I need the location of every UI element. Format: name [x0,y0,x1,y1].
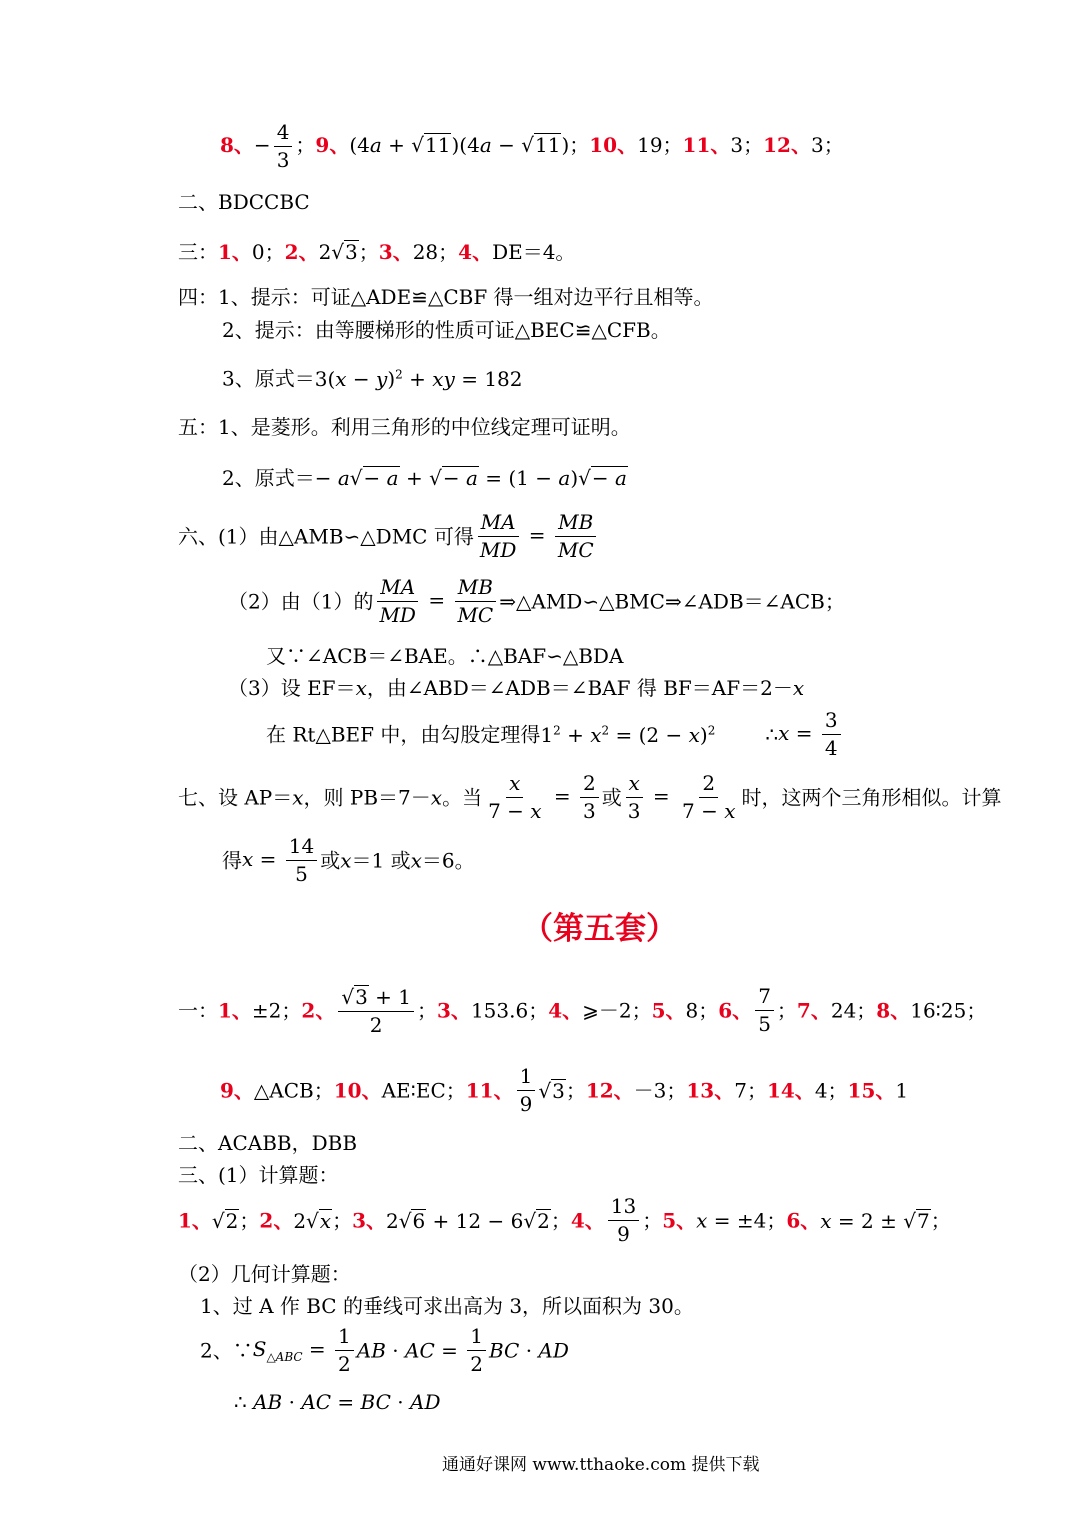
text: 时，这两个三角形相似。计算 [741,785,1002,810]
math-expr: $\frac{√3 + 1}{2}$ [335,997,417,1021]
item-number: 13、 [686,1078,735,1103]
section-wu-1: 五：1、是菱形。利用三角形的中位线定理可证明。 [178,415,631,439]
answer-value: 24； [830,998,877,1023]
answer-value: 16∶25； [910,998,987,1023]
answer-value: 153.6； [470,998,549,1023]
answer-value: AE∶EC； [381,1078,466,1103]
math-expr: (4a + √11)(4a − √11) [349,133,570,157]
s5-san-3: （2）几何计算题： [178,1262,351,1286]
math-expr: x = ±4 [696,1208,767,1233]
text: 2、原式＝ [222,466,315,490]
item-number: 1、 [218,240,252,264]
text: 3、原式＝ [222,366,315,391]
item-number: 1、 [178,1208,212,1233]
item-number: 7、 [796,998,831,1023]
item-number: 11、 [465,1078,514,1103]
answer-value: △ACB； [253,1078,334,1103]
answer-value: 1 [895,1078,909,1103]
section-label: 三： [178,240,218,264]
answer-value: DE＝4。 [492,240,576,264]
item-number: 10、 [333,1078,382,1103]
section-er: 二、BDCCBC [178,190,310,214]
section-liu-4: （3）设 EF＝x，由∠ABD＝∠ADB＝∠BAF 得 BF＝AF＝2－x [228,676,805,700]
math-expr: x = 2 ± √7 [820,1209,930,1233]
item-number: 2、 [259,1208,294,1233]
answer-value: 0； [251,240,285,264]
item-number: 12、 [585,1078,634,1103]
answer-value: ±2； [251,998,302,1023]
item-number: 3、 [437,998,471,1023]
text: ，则 PB＝7－ [303,785,431,810]
answer-value: －3； [633,1078,687,1103]
text: （2）由（1）的 [228,589,374,614]
item-number: 3、 [378,240,413,264]
text: （3）设 EF＝ [228,676,356,700]
s5-san-2: 1、√2；2、2√x；3、2√6 + 12 − 6√2；4、 $\frac{13}{9}$ ；5、x = ±4；6、x = 2 ± √7； [178,1194,951,1246]
text: 七、设 AP＝ [178,785,293,810]
section-san: 三：1、0；2、2√3；3、28；4、DE＝4。 [178,240,576,264]
s5-san-6 [234,1392,440,1412]
item-number: 6、 [718,998,753,1023]
math-expr: √2 [211,1209,239,1233]
item-number: 8、 [220,133,254,157]
answer-value: 3； [730,133,764,157]
math-expr: $\frac{MA}{MD}$ = $\frac{MB}{MC}$ [373,588,499,612]
s5-san-4: 1、过 A 作 BC 的垂线可求出高为 3，所以面积为 30。 [200,1294,694,1318]
math-expr: 2√x [293,1209,332,1233]
item-number: 5、 [651,998,686,1023]
item-number: 4、 [548,998,583,1023]
math-expr: $\frac{x}{3}$ = $\frac{2}{7 - x}$ [622,784,742,808]
answer-value: 4； [814,1078,848,1103]
math-expr: 2√3 [318,240,358,264]
section-si-2: 2、提示：由等腰梯形的性质可证△BEC≌△CFB。 [222,318,671,342]
text: 得 [222,848,242,873]
item-number: 12、 [763,133,811,157]
answer-value: 8； [685,998,719,1023]
math-expr: $\frac{13}{9}$ [605,1207,642,1231]
section-qi-2: 得x = $\frac{14}{5}$ 或x＝1 或x＝6。 [222,834,475,886]
math-expr: x = $\frac{14}{5}$ [242,847,320,871]
math-expr: $\frac{MA}{MD}$ = $\frac{MB}{MC}$ [474,523,600,547]
item-number: 9、 [315,133,350,157]
item-number: 4、 [458,240,493,264]
text: 。当 [442,785,483,810]
item-number: 6、 [786,1208,821,1233]
s5-er: 二、ACABB，DBB [178,1131,358,1155]
text: ，由∠ABD＝∠ADB＝∠BAF 得 BF＝AF＝2－ [366,676,793,700]
text: ＝6。 [421,848,475,873]
s5-san-1: 三、(1）计算题： [178,1163,339,1187]
math-expr: ∴ AB · AC = BC · AD [234,1390,441,1414]
item-number: 11、 [682,133,731,157]
section-title: （第五套） [522,911,677,947]
section-liu-2 [228,577,845,626]
item-number: 9、 [220,1078,254,1103]
section-liu-5 [266,710,844,759]
text: 2、∵ [200,1338,253,1363]
item-number: 1、 [218,998,252,1023]
math-expr: $\frac{x}{7 - x}$ = $\frac{2}{3}$ [482,784,602,808]
math-expr: x = $\frac{3}{4}$ [778,721,844,745]
text: 在 Rt△BEF 中，由勾股定理得 [266,722,541,747]
math-expr: $1^2 + x^2 = (2 - x)^2$ [540,722,716,747]
answer-line-8-12: 8、− $\frac{4}{3}$ ；9、(4a + √11)(4a − √11)；10、19；11、3；12、3； [220,120,844,172]
item-number: 14、 [766,1078,815,1103]
math-expr: − a√− a + √− a = (1 − a)√− a [314,466,627,490]
math-expr: − $\frac{4}{3}$ [254,133,296,157]
item-number: 15、 [847,1078,896,1103]
answer-value: 3； [810,133,844,157]
math-expr: $\frac{1}{9}$ √3 [514,1077,566,1101]
math-expr: $\frac{1}{2}$ AB · AC = $\frac{1}{2}$ BC · AD [332,1337,569,1361]
section-si-3 [222,368,523,389]
text: ∴ [765,722,779,747]
answer-value: 28； [412,240,459,264]
item-number: 2、 [284,240,319,264]
section-si-1: 四：1、提示：可证△ADE≌△CBF 得一组对边平行且相等。 [178,285,714,309]
s5-yi-1: 一：1、±2；2、 $\frac{√3 + 1}{2}$ ；3、153.6；4、⩾－2；5、8；6、 $\frac{7}{5}$ ；7、24；8、16∶25； [178,984,987,1037]
text: ⇒△AMD∽△BMC⇒∠ADB＝∠ACB； [499,589,845,614]
item-number: 8、 [876,998,911,1023]
answer-value: 19； [637,133,683,157]
math-expr: $\frac{7}{5}$ [752,997,777,1021]
s5-san-5 [200,1326,569,1375]
text: 或 [601,785,622,810]
item-number: 10、 [589,133,638,157]
text: 或 [320,848,341,873]
section-liu-1 [178,512,600,561]
item-number: 3、 [352,1208,386,1233]
math-expr: $S_{\triangle ABC}$ = [252,1336,333,1364]
section-liu-3: 又∵∠ACB＝∠BAE。∴△BAF∽△BDA [266,644,624,668]
s5-yi-2: 9、△ACB；10、AE∶EC；11、 $\frac{1}{9}$ √3；12、－3；13、7；14、4；15、1 [220,1064,909,1116]
math-expr: $3(x - y)^2$ + xy = 182 [314,366,523,391]
item-number: 4、 [570,1208,605,1233]
section-qi-1: 七、设 AP＝x，则 PB＝7－x。当 $\frac{x}{7 - x}$ = $\frac{2}{3}$ 或 $\frac{x}{3}$ = $\frac{2}{7 - x}$ 时，这两个三角形相似。计算 [178,771,1002,823]
footer: 通通好课网 www.tthaoke.com 提供下载 [442,1455,760,1475]
text: ＝1 或 [351,848,411,873]
answer-value: ⩾－2； [582,998,652,1023]
item-number: 2、 [301,998,336,1023]
math-expr: 2√6 + 12 − 6√2 [386,1209,550,1233]
section-wu-2 [222,466,628,489]
item-number: 5、 [662,1208,697,1233]
section-label: 一： [178,998,218,1023]
text: 六、(1）由△AMB∽△DMC 可得 [178,524,474,549]
answer-value: 7； [734,1078,767,1103]
